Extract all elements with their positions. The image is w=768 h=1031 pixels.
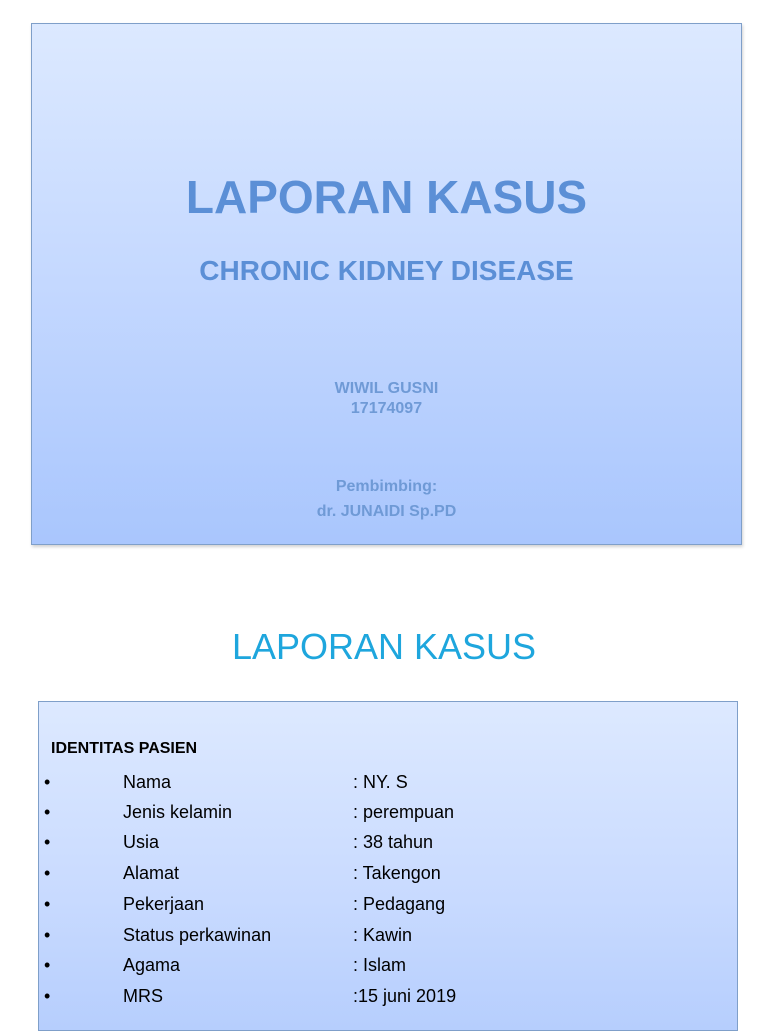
patient-identity-slide (38, 701, 738, 1031)
bullet: • (44, 772, 51, 792)
list-item (39, 830, 737, 860)
field-label: MRS (123, 986, 163, 1006)
bullet: • (44, 832, 51, 852)
field-value: : Pedagang (353, 894, 446, 914)
field-value: : perempuan (353, 802, 455, 822)
bullet: • (44, 986, 51, 1006)
field-value: : Kawin (353, 925, 413, 945)
field-label: Alamat (123, 863, 180, 883)
list-item (39, 984, 737, 1014)
bullet: • (44, 863, 51, 883)
list-item (39, 861, 737, 891)
section-title: IDENTITAS PASIEN (51, 740, 198, 757)
field-label: Jenis kelamin (123, 802, 233, 822)
field-value: : Takengon (353, 863, 441, 883)
supervisor-name: dr. JUNAIDI Sp.PD (316, 503, 457, 520)
field-value: :15 juni 2019 (353, 986, 457, 1006)
field-value: : 38 tahun (353, 832, 434, 852)
field-value: : NY. S (353, 772, 408, 792)
bullet: • (44, 894, 51, 914)
field-value: : Islam (353, 955, 407, 975)
author-id: 17174097 (350, 400, 423, 417)
list-item (39, 892, 737, 922)
title-slide (31, 23, 742, 545)
supervisor-label: Pembimbing: (335, 478, 438, 495)
bullet: • (44, 955, 51, 975)
field-label: Status perkawinan (123, 925, 272, 945)
slide-subtitle: CHRONIC KIDNEY DISEASE (199, 255, 574, 286)
field-label: Agama (123, 955, 181, 975)
list-item (39, 953, 737, 983)
bullet: • (44, 802, 51, 822)
slide-title: LAPORAN KASUS (185, 171, 588, 223)
field-label: Pekerjaan (123, 894, 205, 914)
list-item (39, 923, 737, 953)
field-label: Nama (123, 772, 172, 792)
section-heading: LAPORAN KASUS (231, 626, 537, 667)
bullet: • (44, 925, 51, 945)
list-item (39, 770, 737, 800)
field-label: Usia (123, 832, 160, 852)
author-name: WIWIL GUSNI (334, 380, 439, 397)
list-item (39, 800, 737, 830)
